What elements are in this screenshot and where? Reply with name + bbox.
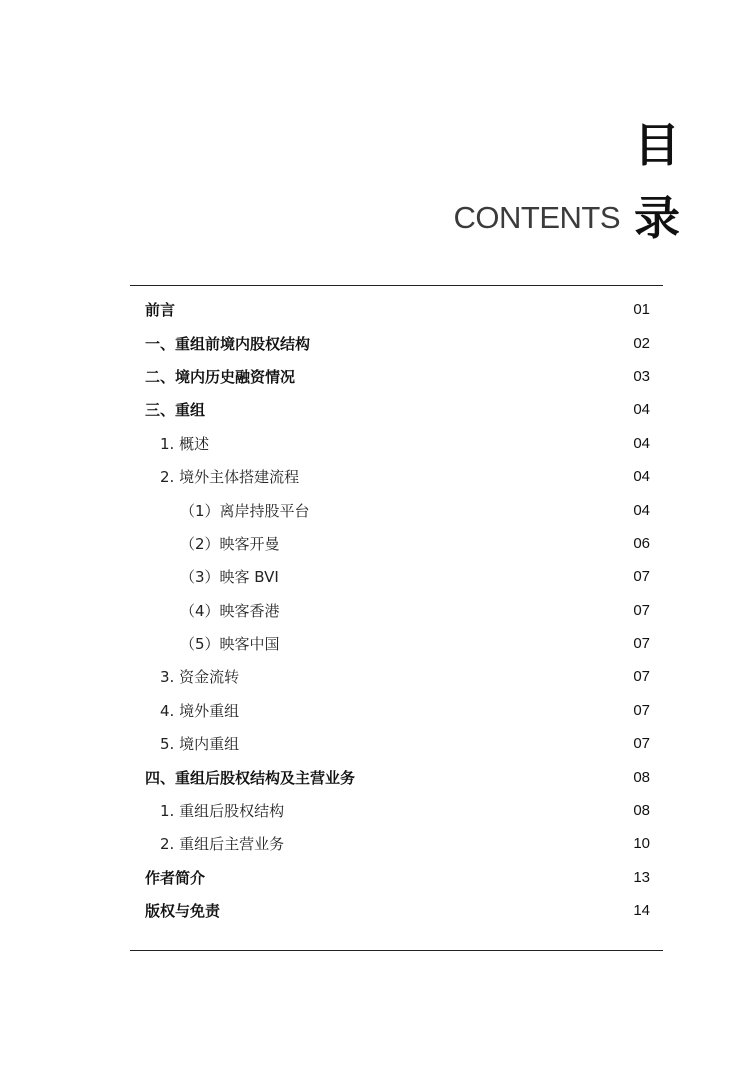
toc-entry[interactable] bbox=[130, 293, 663, 326]
toc-entry-label: 1. 重组后股权结构 bbox=[160, 802, 285, 821]
toc-entry[interactable] bbox=[130, 760, 663, 793]
toc-entry-label: 2. 重组后主营业务 bbox=[160, 835, 285, 854]
toc-entry-page: 08 bbox=[633, 768, 650, 786]
toc-entry-label: 4. 境外重组 bbox=[160, 701, 240, 720]
title-cn-top: 目 bbox=[634, 118, 680, 172]
toc-entry[interactable] bbox=[130, 794, 663, 827]
title-row bbox=[454, 188, 681, 248]
title-contents-en: CONTENTS bbox=[453, 200, 620, 235]
table-of-contents bbox=[130, 293, 663, 927]
toc-entry-label: 前言 bbox=[145, 301, 176, 320]
toc-entry-label: 版权与免责 bbox=[145, 902, 221, 921]
toc-entry[interactable] bbox=[130, 326, 663, 359]
toc-entry[interactable] bbox=[130, 360, 663, 393]
toc-entry[interactable] bbox=[130, 627, 663, 660]
toc-entry[interactable] bbox=[130, 594, 663, 627]
title-cn-bottom: 录 bbox=[634, 191, 680, 245]
toc-entry-label: 5. 境内重组 bbox=[160, 735, 240, 754]
toc-entry[interactable] bbox=[130, 560, 663, 593]
toc-entry-label: 一、重组前境内股权结构 bbox=[145, 334, 311, 353]
toc-entry-page: 07 bbox=[633, 735, 650, 753]
toc-entry[interactable] bbox=[130, 493, 663, 526]
toc-entry[interactable] bbox=[130, 427, 663, 460]
toc-entry-page: 04 bbox=[633, 401, 650, 419]
toc-entry-page: 02 bbox=[633, 334, 650, 352]
toc-entry[interactable] bbox=[130, 460, 663, 493]
toc-entry-label: 3. 资金流转 bbox=[160, 668, 240, 687]
toc-entry-page: 04 bbox=[633, 434, 650, 452]
toc-entry-page: 07 bbox=[633, 601, 650, 619]
toc-entry-label: （3）映客 BVI bbox=[180, 568, 279, 587]
toc-entry-label: （5）映客中国 bbox=[180, 635, 280, 654]
bottom-divider bbox=[130, 950, 663, 951]
toc-entry-page: 10 bbox=[633, 835, 650, 853]
toc-entry-label: （2）映客开曼 bbox=[180, 534, 280, 553]
toc-entry[interactable] bbox=[130, 861, 663, 894]
toc-entry-page: 07 bbox=[633, 701, 650, 719]
toc-entry-page: 08 bbox=[633, 802, 650, 820]
toc-entry-page: 03 bbox=[633, 367, 650, 385]
toc-entry-page: 07 bbox=[633, 568, 650, 586]
toc-entry-label: 四、重组后股权结构及主营业务 bbox=[145, 768, 356, 787]
toc-entry-label: （1）离岸持股平台 bbox=[180, 501, 310, 520]
toc-entry-page: 04 bbox=[633, 468, 650, 486]
toc-entry-page: 13 bbox=[633, 868, 650, 886]
toc-entry[interactable] bbox=[130, 694, 663, 727]
toc-entry[interactable] bbox=[130, 727, 663, 760]
toc-entry-label: 1. 概述 bbox=[160, 434, 210, 453]
toc-entry-page: 14 bbox=[633, 902, 650, 920]
toc-entry-label: （4）映客香港 bbox=[180, 601, 280, 620]
toc-entry-page: 04 bbox=[633, 501, 650, 519]
toc-entry[interactable] bbox=[130, 827, 663, 860]
toc-entry-page: 07 bbox=[633, 635, 650, 653]
toc-entry[interactable] bbox=[130, 660, 663, 693]
top-divider bbox=[130, 285, 663, 286]
toc-entry-page: 06 bbox=[633, 534, 650, 552]
toc-entry-label: 三、重组 bbox=[145, 401, 206, 420]
toc-entry[interactable] bbox=[130, 527, 663, 560]
toc-entry[interactable] bbox=[130, 894, 663, 927]
toc-entry-label: 作者简介 bbox=[145, 868, 206, 887]
toc-entry-label: 2. 境外主体搭建流程 bbox=[160, 468, 300, 487]
toc-entry-label: 二、境内历史融资情况 bbox=[145, 367, 296, 386]
toc-entry-page: 07 bbox=[633, 668, 650, 686]
toc-entry-page: 01 bbox=[633, 301, 650, 319]
toc-entry[interactable] bbox=[130, 393, 663, 426]
